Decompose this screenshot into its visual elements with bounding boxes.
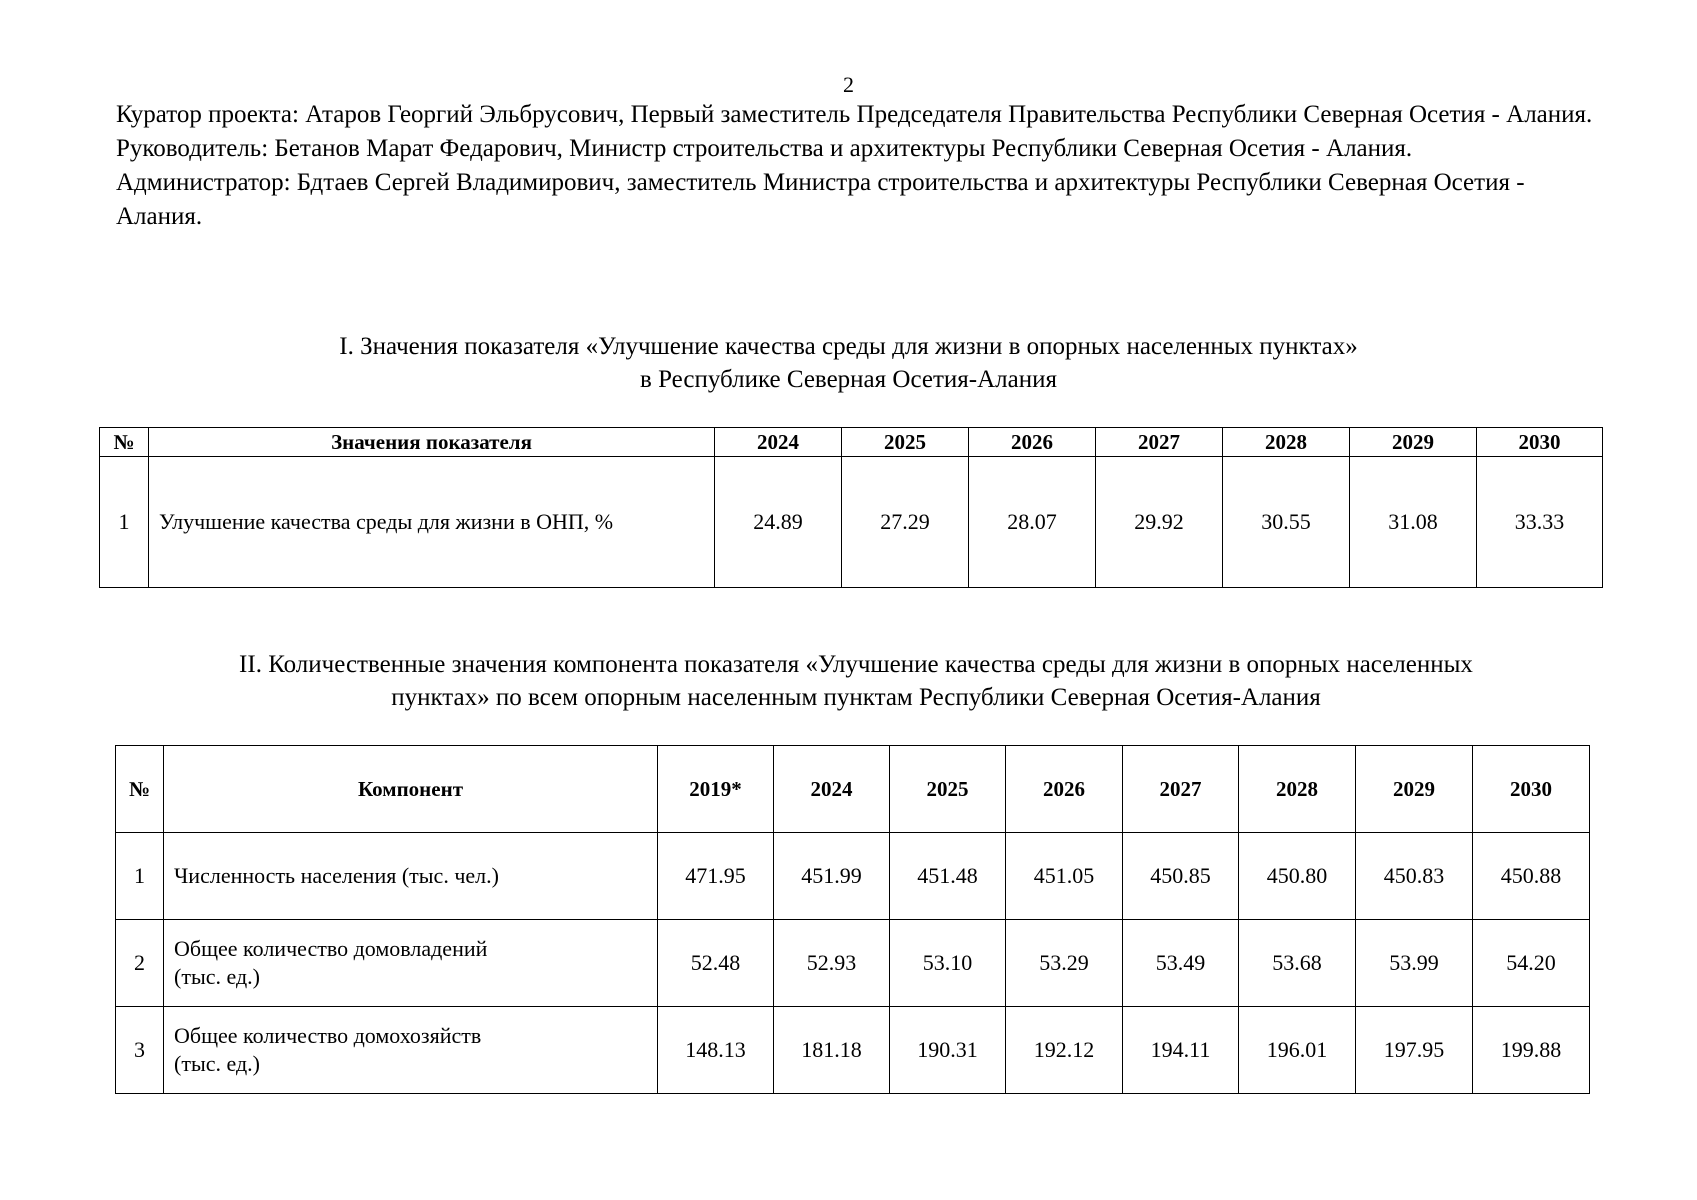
column-header-year: 2019* (658, 746, 774, 833)
value-cell: 52.48 (658, 920, 774, 1007)
column-header-year: 2027 (1096, 428, 1223, 457)
value-cell: 53.99 (1356, 920, 1473, 1007)
column-header-year: 2025 (890, 746, 1006, 833)
section-2-title-line-2: пунктах» по всем опорным населенным пунктам Республики Северная Осетия-Алания (391, 684, 1321, 711)
value-cell: 194.11 (1123, 1007, 1239, 1094)
column-header-component: Компонент (164, 746, 658, 833)
value-cell: 450.85 (1123, 833, 1239, 920)
table-header-row (116, 746, 1590, 833)
section-1-title-line-2: в Республике Северная Осетия-Алания (640, 366, 1057, 393)
row-number: 2 (116, 920, 164, 1007)
row-name-line-1: Общее количество домовладений (174, 936, 488, 961)
administrator-line: Администратор: Бдтаев Сергей Владимирович, заместитель Министра строительства и архитектуры Республики Северная Осетия - Алания. (116, 169, 1525, 230)
section-2-title (116, 648, 1596, 714)
row-number: 1 (100, 457, 149, 588)
value-cell: 52.93 (774, 920, 890, 1007)
value-cell: 450.88 (1473, 833, 1590, 920)
table-row (116, 1007, 1590, 1094)
value-cell: 471.95 (658, 833, 774, 920)
column-header-year: 2024 (715, 428, 842, 457)
head-line: Руководитель: Бетанов Марат Федарович, Министр строительства и архитектуры Республики Северная Осетия - Алания. (116, 135, 1413, 162)
value-cell: 30.55 (1223, 457, 1350, 588)
column-header-year: 2026 (1006, 746, 1123, 833)
column-header-year: 2025 (842, 428, 969, 457)
section-2-title-line-1: II. Количественные значения компонента показателя «Улучшение качества среды для жизни в опорных населенных (239, 651, 1473, 678)
column-header-year: 2028 (1223, 428, 1350, 457)
row-name-line-1: Численность населения (тыс. чел.) (174, 863, 499, 888)
row-name (164, 833, 658, 920)
column-header-indicator: Значения показателя (149, 428, 715, 457)
table-row (116, 833, 1590, 920)
value-cell: 450.83 (1356, 833, 1473, 920)
component-values-table (115, 745, 1590, 1094)
value-cell: 28.07 (969, 457, 1096, 588)
value-cell: 181.18 (774, 1007, 890, 1094)
row-name: Улучшение качества среды для жизни в ОНП, % (149, 457, 715, 588)
value-cell: 53.10 (890, 920, 1006, 1007)
value-cell: 53.29 (1006, 920, 1123, 1007)
column-header-year: 2024 (774, 746, 890, 833)
row-name-line-2: (тыс. ед.) (174, 964, 260, 989)
row-number: 3 (116, 1007, 164, 1094)
value-cell: 24.89 (715, 457, 842, 588)
row-name (164, 1007, 658, 1094)
value-cell: 53.68 (1239, 920, 1356, 1007)
value-cell: 53.49 (1123, 920, 1239, 1007)
column-header-year: 2029 (1356, 746, 1473, 833)
column-header-year: 2029 (1350, 428, 1477, 457)
column-header-number: № (100, 428, 149, 457)
value-cell: 196.01 (1239, 1007, 1356, 1094)
indicator-values-table (99, 427, 1603, 588)
value-cell: 451.48 (890, 833, 1006, 920)
value-cell: 31.08 (1350, 457, 1477, 588)
row-name (164, 920, 658, 1007)
column-header-year: 2030 (1477, 428, 1603, 457)
value-cell: 148.13 (658, 1007, 774, 1094)
value-cell: 54.20 (1473, 920, 1590, 1007)
value-cell: 451.05 (1006, 833, 1123, 920)
value-cell: 199.88 (1473, 1007, 1590, 1094)
table-row (116, 920, 1590, 1007)
value-cell: 192.12 (1006, 1007, 1123, 1094)
value-cell: 450.80 (1239, 833, 1356, 920)
value-cell: 197.95 (1356, 1007, 1473, 1094)
column-header-year: 2027 (1123, 746, 1239, 833)
curator-line: Куратор проекта: Атаров Георгий Эльбрусович, Первый заместитель Председателя Правительства Республики Северная Осетия - Алания. (116, 101, 1593, 128)
value-cell: 33.33 (1477, 457, 1603, 588)
page-number: 2 (843, 72, 854, 97)
table-header-row (100, 428, 1603, 457)
value-cell: 27.29 (842, 457, 969, 588)
section-1-title-line-1: I. Значения показателя «Улучшение качества среды для жизни в опорных населенных пунктах» (339, 333, 1358, 360)
column-header-year: 2030 (1473, 746, 1590, 833)
row-name-line-1: Общее количество домохозяйств (174, 1023, 482, 1048)
value-cell: 29.92 (1096, 457, 1223, 588)
project-header (116, 98, 1596, 234)
row-number: 1 (116, 833, 164, 920)
section-1-title (100, 330, 1597, 396)
column-header-number: № (116, 746, 164, 833)
table-row (100, 457, 1603, 588)
value-cell: 190.31 (890, 1007, 1006, 1094)
value-cell: 451.99 (774, 833, 890, 920)
column-header-year: 2028 (1239, 746, 1356, 833)
row-name-line-2: (тыс. ед.) (174, 1051, 260, 1076)
column-header-year: 2026 (969, 428, 1096, 457)
